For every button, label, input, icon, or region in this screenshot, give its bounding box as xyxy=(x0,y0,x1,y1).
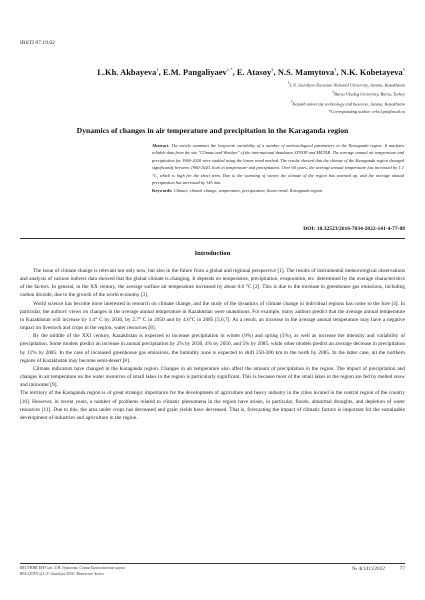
author-affiliation-mark: 2 xyxy=(271,67,274,72)
body-paragraph: The territory of the Karaganda region is of great strategic importance for the development of agriculture and heavy industry in the cities located in the central region of the country [10]. However, in recent years, a number of problems related to climatic phenomena in the region have arisen, in particular, floods, abnormal droughts, and depletion of water resources [11]. Due to this, the area under crops has decreased and grain yields have decreased. That is, forecasting the impact of climatic factors is important for the sustainable development of industries and agriculture in the region. xyxy=(20,390,405,421)
author-separator: , xyxy=(232,67,237,77)
introduction-body xyxy=(20,267,405,422)
body-paragraph: World science has become more interested in research on climate change, and the study of the dynamics of climate change in individual regions has come to the fore [4]. In particular, the authors' views on changes in the average annual temperature in Kazakhstan were unanimous. For example, many authors predict that the average annual temperature in Kazakhstan will increase by 1.4° C by 2030, by 2.7° C in 2050 and by 4.6°C in 2085 [5,6,7]. As a result, an increase in the average annual temperature may have a negative impact on livestock and crops in the region, water resources [8]. xyxy=(20,300,405,332)
author-separator: , xyxy=(273,67,278,77)
author-name: L.Kh. Akbayeva xyxy=(97,67,157,77)
footer-divider xyxy=(20,563,405,564)
section-heading-introduction: Introduction xyxy=(194,250,231,257)
author-affiliation-mark: 3 xyxy=(334,67,337,72)
author-name: E. Atasoy xyxy=(236,67,272,77)
affiliation-mark: 2 xyxy=(332,90,335,95)
affiliation-mark: 1 xyxy=(287,81,290,85)
author-name: E.M. Pangaliyaev xyxy=(162,67,227,77)
affiliation-text: L.N. Gumilyov Eurasian National University, Astana, Kazakhstan xyxy=(289,82,405,88)
author-separator: , xyxy=(158,67,163,77)
author-name: N.K. Kobetayeva xyxy=(340,67,403,77)
keywords-label: Keywords: xyxy=(152,187,173,193)
affiliation-text: Kazakh university technology and business, Astana, Kazakhstan xyxy=(292,101,405,107)
article-title: Dynamics of changes in air temperature and precipitation in the Karaganda region xyxy=(76,126,349,135)
body-paragraph: The issue of climate change is relevant not only now, but also in the future from a global and regional perspective [1]. The results of instrumental meteorological observations and analysis of various indirect data showed that the global climate is changing. It depends on temperature, precipitation, evaporation, etc. determined by the average characteristics of the factors. In general, in the XX century, the average surface air temperature increased by about 0.6 °C [2]. This is due to the increase in greenhouse gas emissions, including carbon dioxide, due to the growth of the world economy [3]. xyxy=(20,268,405,299)
author-affiliation-mark: 1 xyxy=(156,67,159,72)
affiliation-line xyxy=(288,89,405,98)
author-separator: , xyxy=(336,67,341,77)
affiliation-text: Bursa Uludag University, Bursa, Turkey xyxy=(334,91,405,97)
affiliation-list xyxy=(288,80,405,116)
abstract-text: The article examines the long-term variability of a number of meteorological parameters in the Karaganda region. It analyzes reliable data from the site "Climate and Weather" of the international databases SYNOP and METAR. The average annual air temperature and precipitation for 1960-2020 were studied using the linear trend method. The results showed that the climate of the Karaganda region changed significantly between 1960-2020, both in temperature and precipitation. Over 60 years, the average annual temperature has increased by 1.1 °C, which is high for the short term. Due to the warming of winter, the climate of the region has warmed up, and the average annual precipitation has increased by 145 mm. xyxy=(152,143,404,186)
author-name: N.S. Mamytova xyxy=(277,67,335,77)
journal-name-english: BULLETIN of L.N. Gumilyov ENU. Bioscience Series xyxy=(20,572,104,577)
page-number: 77 xyxy=(399,566,405,572)
journal-name xyxy=(20,565,125,578)
affiliation-line xyxy=(288,99,405,108)
author-list xyxy=(20,67,405,77)
irsti-code: IRSTI 87.19.02 xyxy=(20,40,55,46)
abstract-block xyxy=(152,142,404,194)
journal-name-russian: ВЕСТНИК ЕНУ им. Л.Н. Гумилева. Серия Биологические науки xyxy=(20,566,125,570)
corresponding-author xyxy=(288,108,405,116)
affiliation-mark: 3 xyxy=(290,99,293,104)
issue-number: № 4(141)/2022 xyxy=(351,566,385,572)
corresponding-author-text: *Corresponding author: erbol.pm@mail.ru xyxy=(328,109,405,115)
keywords-text: Climate, climate change, temperature, precipitation, linear trend, Karaganda region. xyxy=(173,187,324,193)
section-divider xyxy=(20,238,405,239)
doi-link[interactable]: DOI: 10.32523/2616-7034-2022-141-4-77-88 xyxy=(303,226,405,232)
author-affiliation-mark: 1 xyxy=(402,67,405,72)
author-affiliation-mark: 1,* xyxy=(226,67,233,72)
affiliation-line xyxy=(288,80,405,89)
body-paragraph: Climate indicators have changed in the Karaganda region. Changes in air temperature also affect the amount of precipitation in the region. The impact of precipitation and changes in air temperature on the water resources of small lakes in the region is particularly significant. This is because most of the small lakes in the region are fed by melted snow and rainwater [9]. xyxy=(20,365,405,389)
body-paragraph: By the middle of the XXI century, Kazakhstan is expected to increase precipitation in winter (9%) and spring (5%), as well as increase the intensity and variability of precipitation. Some models predict an increase in annual precipitation by 2% by 2030, 4% by 2050, and 5% by 2085, while other models predict an average decrease in precipitation by 11% by 2085. In the case of increased greenhouse gas emissions, the humidity zone is expected to shift 250-300 km to the north by 2085. In the latter case, all the northern regions of Kazakhstan may become semi-desert [8]. xyxy=(20,333,405,364)
abstract-label: Abstract. xyxy=(152,143,170,148)
